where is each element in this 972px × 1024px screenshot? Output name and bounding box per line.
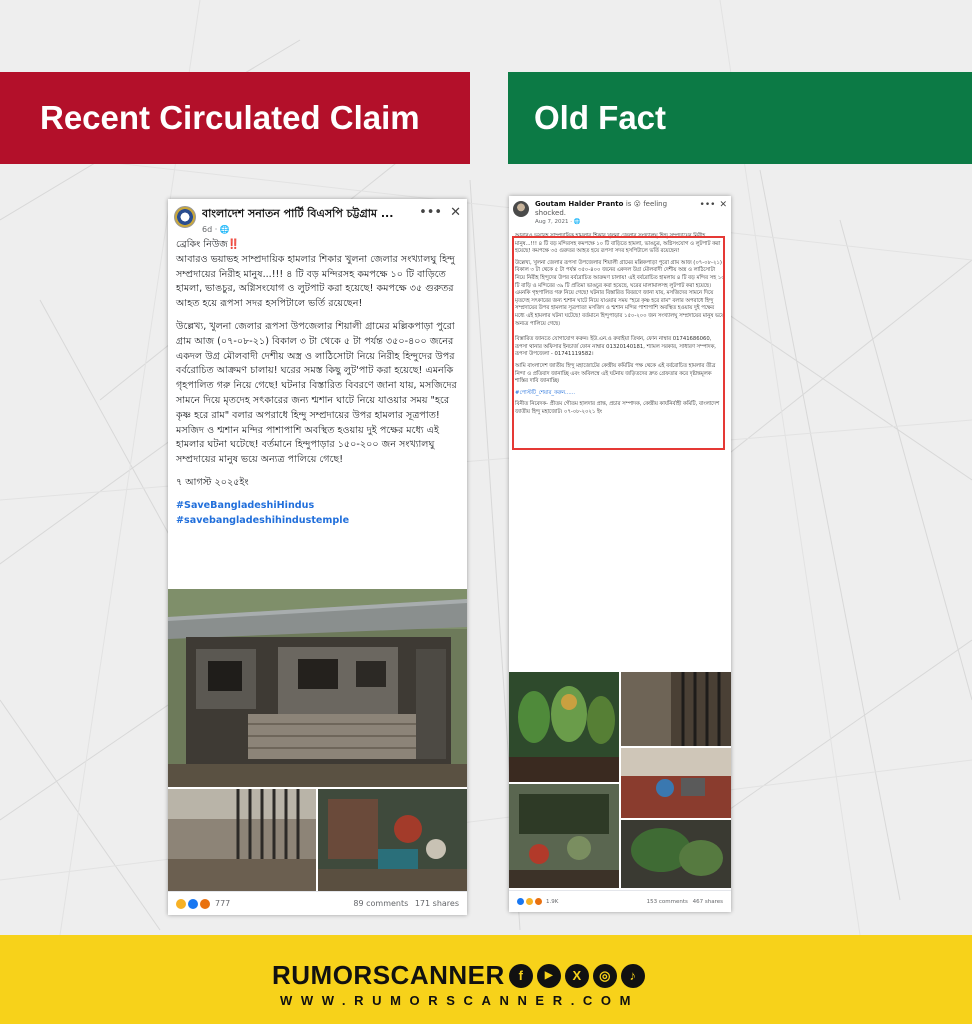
highlight-box	[512, 236, 725, 450]
x-icon[interactable]: X	[565, 964, 589, 988]
claim-banner-title: Recent Circulated Claim	[40, 99, 420, 136]
page-name[interactable]: বাংলাদেশ সনাতন পার্টি বিএসপি চট্টগ্রাম ...	[202, 207, 394, 220]
broken-shrine-photo[interactable]	[509, 784, 619, 888]
sad-reaction-icon	[526, 898, 533, 905]
claim-post-body	[168, 234, 467, 528]
fact-appeal: আমি বাংলাদেশ জাতীয় হিন্দু মহাজোটের কেন্দ্রীয় কমিটির পক্ষ থেকে এই বর্বরোচিত হামলার তীব্র নিন্দা ও প্রতিবাদ জানাচ্ছি এবং অবিলম্বে এই ঘটনায় জড়িতদের দ্রুত গ্রেফতার করে দৃষ্টান্তমূলক শাস্তির দাবি জানাচ্ছি।	[515, 362, 716, 385]
fact-banner-title: Old Fact	[534, 99, 667, 136]
damaged-house-photo[interactable]	[168, 589, 467, 787]
angry-reaction-icon	[535, 898, 542, 905]
broken-items-photo[interactable]	[621, 748, 731, 818]
more-icon[interactable]: •••	[699, 200, 716, 210]
share-hashtag[interactable]: #পোস্টটি_শেয়ার_করুন......	[515, 389, 576, 396]
fact-post-stats	[509, 890, 731, 912]
brand-name: RUMORSCANNER	[272, 960, 505, 990]
reactions[interactable]	[517, 898, 558, 905]
claim-paragraph-2: উল্লেখ্য, খুলনা জেলার রূপসা উপজেলার শিয়ালী গ্রামের মল্লিকপাড়া পুরো গ্রাম আজ (০৭-০৮-২১) বিকাল ৩ টা থেকে ৫ টা পর্যন্ত ৩৫০-৪০০ জনের একদল উগ্র মৌলবাদী দেশীয় অস্ত্র ও লাঠিসোটা নিয়ে নিরীহ হিন্দুদের উপর বর্বরোচিত আক্রমণ চালায়! ঘরের সমস্ত কিছু লুট'পাট করা হয়েছে! এমনকি গৃহপালিত গরু নিয়ে গেছে! ঘটনার বিস্তারিত বিবরণে জানা যায়, মসজিদের সামনে দিয়ে মৃতদেহ সৎকারের জন্য শ্মশান ঘাটে নিয়ে যাওয়ার সময় "হরে কৃষ্ণ হরে রাম" বলার অপরাধে হিন্দু সম্প্রদায়ের উপর হামলার সূত্রপাত! মসজিদ ও শ্মশান মন্দির পাশাপাশি অবস্থিত হওয়ায় দুই পক্ষের মধ্যে এই হামলার ঘটনা ঘটেছে! বর্তমানে হিন্দুপাড়ার ১৫০-২০০ জন সংখ্যালঘু সম্প্রদায়ের মানুষ ভয়ে অন্যত্র পালিয়ে গেছে!	[176, 320, 457, 466]
footer-brand-row	[272, 960, 645, 991]
author-avatar[interactable]	[513, 201, 529, 217]
claim-banner	[0, 72, 470, 164]
damaged-room-photo[interactable]	[621, 672, 731, 746]
like-reaction-icon	[188, 899, 198, 909]
fact-post-card	[509, 196, 731, 912]
claim-post-header	[168, 199, 467, 234]
shares-count[interactable]: 467 shares	[692, 898, 723, 905]
fact-paragraph-2: উল্লেখ্য, খুলনা জেলার রূপসা উপজেলার শিয়ালী গ্রামের মল্লিকপাড়া পুরো গ্রাম আজ (০৭-০৮-২১) বিকাল ৩ টা থেকে ৫ টা পর্যন্ত ৩৫০-৪০০ জনের একদল উগ্র মৌলবাদী দেশীয় অস্ত্র ও লাঠিসোটা নিয়ে নিরীহ হিন্দুদের উপর বর্বরোচিত আক্রমণ চালায়! এই বর্বরোচিত হামলায় ৪ টি বড় মন্দির সহ ১০ টি বাড়ি ও মন্দিরের ৩৯ টি প্রতিমা ভাঙচুর করা হয়েছে, ঘরের মালামালসহ লুটপাট করা হয়েছে। এমনকি গৃহপালিত গরু নিয়ে গেছে! ঘটনার বিস্তারিত বিবরণে জানা যায়, মসজিদের সামনে দিয়ে মৃতদেহ সৎকারের জন্য শ্মশান ঘাটে নিয়ে যাওয়ার সময় "হরে কৃষ্ণ হরে রাম" বলার অপরাধে হিন্দু সম্প্রদায়ের উপর হামলার সূত্রপাত! মসজিদ ও শ্মশান মন্দির পাশাপাশি অবস্থিত হওয়ায় দুই পক্ষের মধ্যে এই হামলার ঘটনা ঘটেছে! বর্তমানে হিন্দুপাড়ার ১৫০-২০০ জন সংখ্যালঘু সম্প্রদায়ের মানুষ ভয়ে অন্যত্র পালিয়ে গেছে।	[515, 259, 725, 327]
comments-count[interactable]: 153 comments	[646, 898, 688, 905]
tiktok-icon[interactable]: ♪	[621, 964, 645, 988]
claim-post-card	[168, 199, 467, 915]
reactions[interactable]	[176, 899, 230, 909]
youtube-icon[interactable]: ▶	[537, 964, 561, 988]
feeling-text: is 😮 feeling shocked.	[535, 200, 668, 217]
angry-reaction-icon	[200, 899, 210, 909]
fact-contact: বিস্তারিত জানতে যোগাযোগ করুন। ইউ.এন.ও রুবাইয়া তিথন, ফোন নাম্বার 01741686060, রূপসা থানার অফিসার ইনচার্জ ফোন নাম্বার 01320140181, শ্যামল সরকার, সাধারণ সম্পাদক, রূপসা উপজেলা - 01741119582।	[515, 336, 716, 358]
claim-date: ৭ আগস্ট ২০২৫ইং	[176, 476, 249, 488]
comments-count[interactable]: 89 comments	[353, 899, 409, 908]
sad-reaction-icon	[176, 899, 186, 909]
double-exclamation-icon: ‼️	[227, 239, 240, 250]
claim-post-stats	[168, 891, 467, 915]
fact-signature: বিনীত নিবেদক- প্রীতম গৌতম হালদার প্রান্ত, প্রচার সম্পাদক, কেন্দ্রীয় কার্যনির্বাহী কমিটি, বাংলাদেশ জাতীয় হিন্দু মহাজোট। ০৭-০৮-২০২১ ইং	[515, 401, 720, 415]
author-name-text: Goutam Halder Pranto	[535, 200, 624, 208]
close-icon[interactable]: ✕	[719, 200, 727, 210]
fact-paragraph-1: আবারও ভয়াবহ সাম্প্রদায়িক হামলার শিকার খুলনা জেলার সংখ্যালঘু হিন্দু সম্প্রদায়ের নিরীহ মানুষ...!!! ৪ টি বড় মন্দিরসহ কমপক্ষে ১০ টি বাড়িতে হামলা, ভাঙচুর, অগ্নিসংযোগ ও লুটপাট করা হয়েছে! কমপক্ষে ৩৫ গুরুতর আহত হয়ে রূপসা সদর হসপিটালে ভর্তি রয়েছেন!	[515, 233, 721, 255]
website-url[interactable]: WWW.RUMORSCANNER.COM	[280, 993, 640, 1008]
reaction-count: 1.9K	[546, 898, 559, 905]
broken-gate-photo[interactable]	[168, 789, 316, 891]
fact-banner	[508, 72, 972, 164]
post-time[interactable]: Aug 7, 2021 · 🌐	[535, 219, 581, 225]
claim-paragraph-1: আবারও ভয়াভহ সাম্প্রদায়িক হামলার শিকার খুলনা জেলার সংখ্যালঘু হিন্দু সম্প্রদায়ের নিরীহ মানুষ...!!! ৪ টি বড় মন্দিরসহ কমপক্ষে ১০ টি বাড়িতে হামলা, ভাঙচুর, অগ্নিসংযোগ ও লুটপাট করা হয়েছে! কমপক্ষে ৩৫ গুরুতর আহত হয়ে রূপসা সদর হসপিটালে ভর্তি রয়েছেন!	[176, 253, 455, 310]
plants-photo[interactable]	[621, 820, 731, 888]
close-icon[interactable]: ✕	[450, 205, 461, 220]
hashtag-link[interactable]: #SaveBangladeshiHindus	[176, 499, 315, 511]
facebook-icon[interactable]: f	[509, 964, 533, 988]
page-avatar[interactable]	[174, 206, 196, 228]
more-icon[interactable]: •••	[419, 205, 443, 220]
breaking-news-label: ব্রেকিং নিউজ	[176, 239, 228, 250]
author-name[interactable]	[535, 200, 696, 218]
shares-count[interactable]: 171 shares	[414, 899, 459, 908]
ransacked-room-photo[interactable]	[318, 789, 467, 891]
like-reaction-icon	[517, 898, 524, 905]
fact-post-header	[509, 196, 731, 225]
reaction-count: 777	[215, 899, 231, 908]
hashtag-link[interactable]: #savebangladeshihindustemple	[176, 514, 350, 526]
instagram-icon[interactable]: ◎	[593, 964, 617, 988]
post-time[interactable]: 6d · 🌐	[202, 225, 230, 234]
idols-photo[interactable]	[509, 672, 619, 782]
